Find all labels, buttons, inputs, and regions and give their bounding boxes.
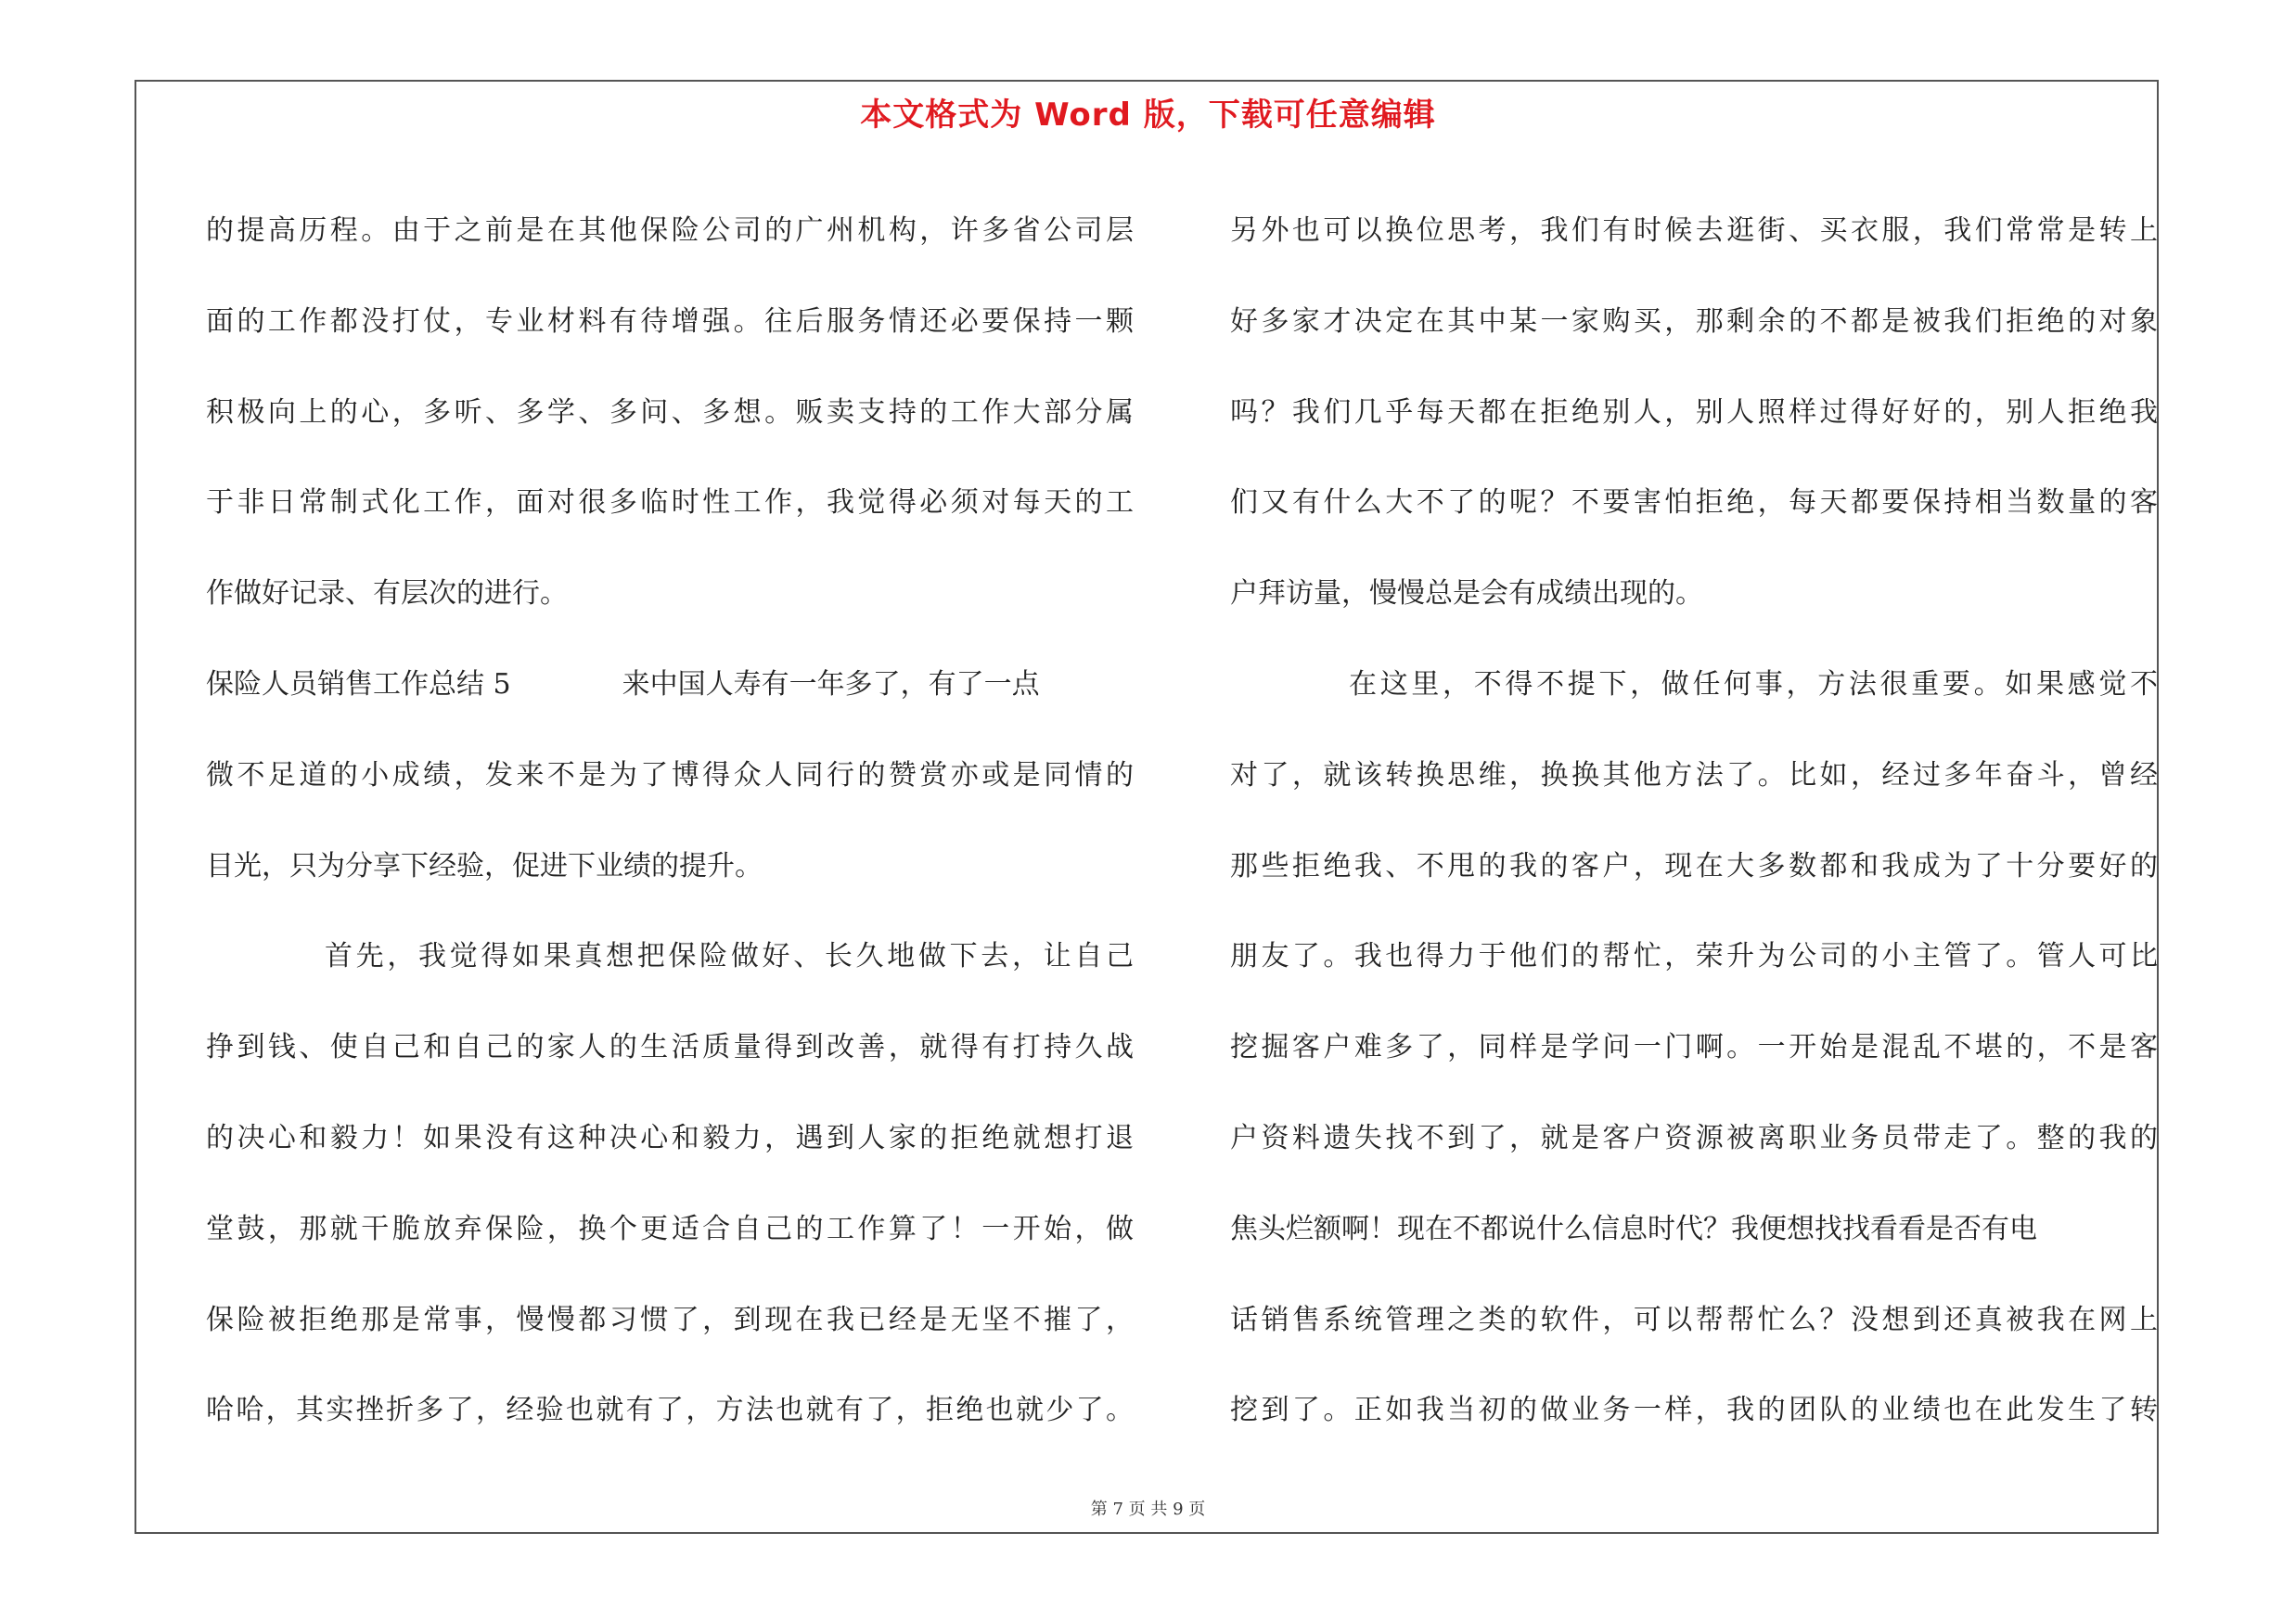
section-heading-line bbox=[206, 639, 1134, 730]
text-line: 对了，就该转换思维，换换其他方法了。比如，经过多年奋斗，曾经 bbox=[1230, 758, 2158, 792]
section-title: 保险人员销售工作总结 5 bbox=[206, 667, 511, 701]
text-line: 堂鼓，那就干脆放弃保险，换个更适合自己的工作算了！一开始，做 bbox=[206, 1212, 1134, 1245]
text-line: 焦头烂额啊！现在不都说什么信息时代？我便想找找看看是否有电 bbox=[1230, 1212, 2037, 1245]
text-line: 哈哈，其实挫折多了，经验也就有了，方法也就有了，拒绝也就少了。 bbox=[206, 1394, 1134, 1427]
text-line: 微不足道的小成绩，发来不是为了博得众人同行的赞赏亦或是同情的 bbox=[206, 758, 1134, 792]
text-line: 挖掘客户难多了，同样是学问一门啊。一开始是混乱不堪的，不是客 bbox=[1230, 1031, 2158, 1064]
left-column bbox=[206, 186, 1134, 1456]
page-indicator: 第 7 页 共 9 页 bbox=[1090, 1500, 1206, 1519]
text-line: 户拜访量，慢慢总是会有成绩出现的。 bbox=[1230, 577, 1703, 611]
header-banner: 本文格式为 Word 版，下载可任意编辑 bbox=[860, 97, 1436, 134]
text-line: 挖到了。正如我当初的做业务一样，我的团队的业绩也在此发生了转 bbox=[1230, 1394, 2158, 1427]
text-line: 好多家才决定在其中某一家购买，那剩余的不都是被我们拒绝的对象 bbox=[1230, 304, 2158, 338]
text-line: 的提高历程。由于之前是在其他保险公司的广州机构，许多省公司层 bbox=[206, 214, 1134, 247]
text-line: 积极向上的心，多听、多学、多问、多想。贩卖支持的工作大部分属 bbox=[206, 395, 1134, 429]
text-line: 挣到钱、使自己和自己的家人的生活质量得到改善，就得有打持久战 bbox=[206, 1031, 1134, 1064]
right-column bbox=[1230, 186, 2158, 1456]
text-line: 们又有什么大不了的呢？不要害怕拒绝，每天都要保持相当数量的客 bbox=[1230, 486, 2158, 520]
text-line: 另外也可以换位思考，我们有时候去逛街、买衣服，我们常常是转上 bbox=[1230, 214, 2158, 247]
text-line: 话销售系统管理之类的软件，可以帮帮忙么？没想到还真被我在网上 bbox=[1230, 1303, 2158, 1336]
text-line: 那些拒绝我、不甩的我的客户，现在大多数都和我成为了十分要好的 bbox=[1230, 849, 2158, 882]
text-line: 目光，只为分享下经验，促进下业绩的提升。 bbox=[206, 849, 763, 882]
text-line: 在这里，不得不提下，做任何事，方法很重要。如果感觉不 bbox=[1349, 667, 2158, 701]
text-line: 首先，我觉得如果真想把保险做好、长久地做下去，让自己 bbox=[325, 940, 1134, 973]
text-line: 吗？我们几乎每天都在拒绝别人，别人照样过得好好的，别人拒绝我 bbox=[1230, 395, 2158, 429]
text-line: 作做好记录、有层次的进行。 bbox=[206, 577, 568, 611]
text-line: 朋友了。我也得力于他们的帮忙，荣升为公司的小主管了。管人可比 bbox=[1230, 940, 2158, 973]
text-line: 的决心和毅力！如果没有这种决心和毅力，遇到人家的拒绝就想打退 bbox=[206, 1121, 1134, 1154]
text-line: 面的工作都没打仗，专业材料有待增强。往后服务情还必要保持一颗 bbox=[206, 304, 1134, 338]
text-line: 户资料遗失找不到了，就是客户资源被离职业务员带走了。整的我的 bbox=[1230, 1121, 2158, 1154]
section-first-line: 来中国人寿有一年多了，有了一点 bbox=[622, 667, 1040, 701]
text-line: 于非日常制式化工作，面对很多临时性工作，我觉得必须对每天的工 bbox=[206, 486, 1134, 520]
text-line: 保险被拒绝那是常事，慢慢都习惯了，到现在我已经是无坚不摧了， bbox=[206, 1303, 1134, 1336]
